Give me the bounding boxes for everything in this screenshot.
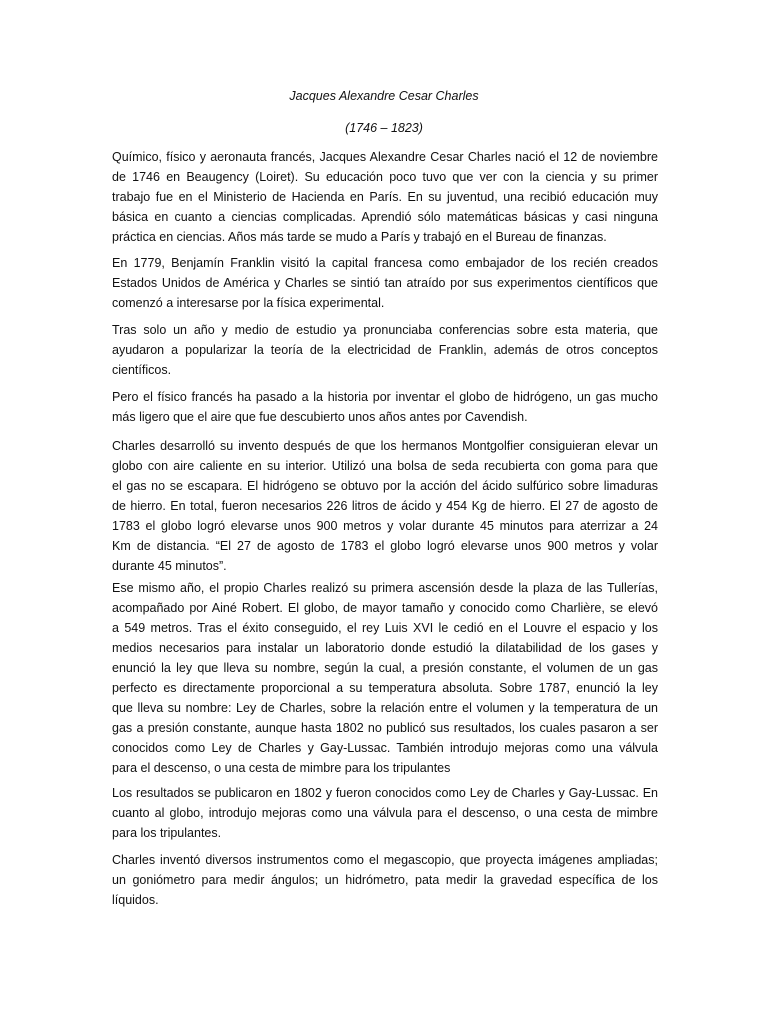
text-line: más ligero que el aire que fue descubierto unos años antes por Cavendish. — [112, 410, 528, 424]
paragraph — [112, 253, 658, 313]
text-line: a 549 metros. Tras el éxito conseguido, el rey Luis XVI le cedió en el Louvre el espacio y los — [112, 621, 658, 635]
text-line: 1783 el globo logró elevarse unos 900 metros y volar durante 45 minutos para aterrizar a 24 — [112, 519, 658, 533]
text-line: Los resultados se publicaron en 1802 y fueron conocidos como Ley de Charles y Gay-Lussac. En — [112, 786, 658, 800]
text-line: de 1746 en Beaugency (Loiret). Su educación poco tuvo que ver con la ciencia y su primer — [112, 170, 658, 184]
text-line: Charles inventó diversos instrumentos como el megascopio, que proyecta imágenes ampliadas; — [112, 853, 658, 867]
paragraph — [112, 147, 658, 247]
text-line: ayudaron a popularizar la teoría de la electricidad de Franklin, además de otros conceptos — [112, 343, 658, 357]
text-line: que lleva su nombre: Ley de Charles, sobre la relación entre el volumen y la temperatura de un — [112, 701, 658, 715]
text-line: para los tripulantes. — [112, 826, 222, 840]
text-line: Tras solo un año y medio de estudio ya pronunciaba conferencias sobre esta materia, que — [112, 323, 658, 337]
text-line: Ese mismo año, el propio Charles realizó su primera ascensión desde la plaza de las Tullerías, — [112, 581, 658, 595]
text-line: gas a presión constante, aunque hasta 1802 no publicó sus resultados, los cuales pasaron a ser — [112, 721, 658, 735]
text-line: científicos. — [112, 363, 172, 377]
text-line: enunció la ley que lleva su nombre, según la cual, a presión constante, el volumen de un gas — [112, 661, 658, 675]
text-line: En 1779, Benjamín Franklin visitó la capital francesa como embajador de los recién creados — [112, 256, 658, 270]
text-line: cuanto al globo, introdujo mejoras como una válvula para el descenso, o una cesta de mimbre — [112, 806, 658, 820]
paragraph — [112, 436, 658, 576]
text-line: Km de distancia. “El 27 de agosto de 1783 el globo logró elevarse unos 900 metros y volar — [112, 539, 658, 553]
text-line: básica en cuanto a ciencias complicadas. Aprendió sólo matemáticas básicas y casi ninguna — [112, 210, 658, 224]
text-line: globo con aire caliente en su interior. Utilizó una bolsa de seda recubierta con goma para que — [112, 459, 658, 473]
document-dates: (1746 – 1823) — [345, 121, 423, 135]
text-line: de hierro. En total, fueron necesarios 226 litros de ácido y 454 Kg de hierro. El 27 de agosto de — [112, 499, 658, 513]
paragraph — [112, 850, 658, 910]
paragraph — [112, 320, 658, 380]
text-line: Químico, físico y aeronauta francés, Jacques Alexandre Cesar Charles nació el 12 de noviembre — [112, 150, 658, 164]
text-line: Pero el físico francés ha pasado a la historia por inventar el globo de hidrógeno, un gas mucho — [112, 390, 658, 404]
document-title: Jacques Alexandre Cesar Charles — [289, 89, 479, 103]
text-line: comenzó a interesarse por la física experimental. — [112, 296, 385, 310]
text-line: medios necesarios para instalar un laboratorio donde estudió la dilatabilidad de los gases y — [112, 641, 658, 655]
paragraph — [112, 387, 658, 427]
text-line: un goniómetro para medir ángulos; un hidrómetro, pata medir la gravedad específica de los — [112, 873, 658, 887]
text-line: líquidos. — [112, 893, 159, 907]
text-line: Estados Unidos de América y Charles se sintió tan atraído por sus experimentos científicos que — [112, 276, 658, 290]
text-line: durante 45 minutos”. — [112, 559, 227, 573]
text-line: Charles desarrolló su invento después de que los hermanos Montgolfier consiguieran elevar un — [112, 439, 658, 453]
text-line: para el descenso, o una cesta de mimbre para los tripulantes — [112, 761, 451, 775]
text-line: práctica en ciencias. Años más tarde se mudo a París y trabajó en el Bureau de finanzas. — [112, 230, 607, 244]
text-line: perfecto es directamente proporcional a su temperatura absoluta. Sobre 1787, enunció la ley — [112, 681, 658, 695]
text-line: trabajo fue en el Ministerio de Hacienda en París. En su juventud, una recibió educación muy — [112, 190, 658, 204]
text-line: acompañado por Ainé Robert. El globo, de mayor tamaño y conocido como Charlière, se elevó — [112, 601, 658, 615]
text-line: conocidos como Ley de Charles y Gay-Lussac. También introdujo mejoras como una válvula — [112, 741, 658, 755]
text-line: el gas no se escapara. El hidrógeno se obtuvo por la acción del ácido sulfúrico sobre limaduras — [112, 479, 658, 493]
paragraph — [112, 578, 658, 778]
paragraph — [112, 783, 658, 843]
